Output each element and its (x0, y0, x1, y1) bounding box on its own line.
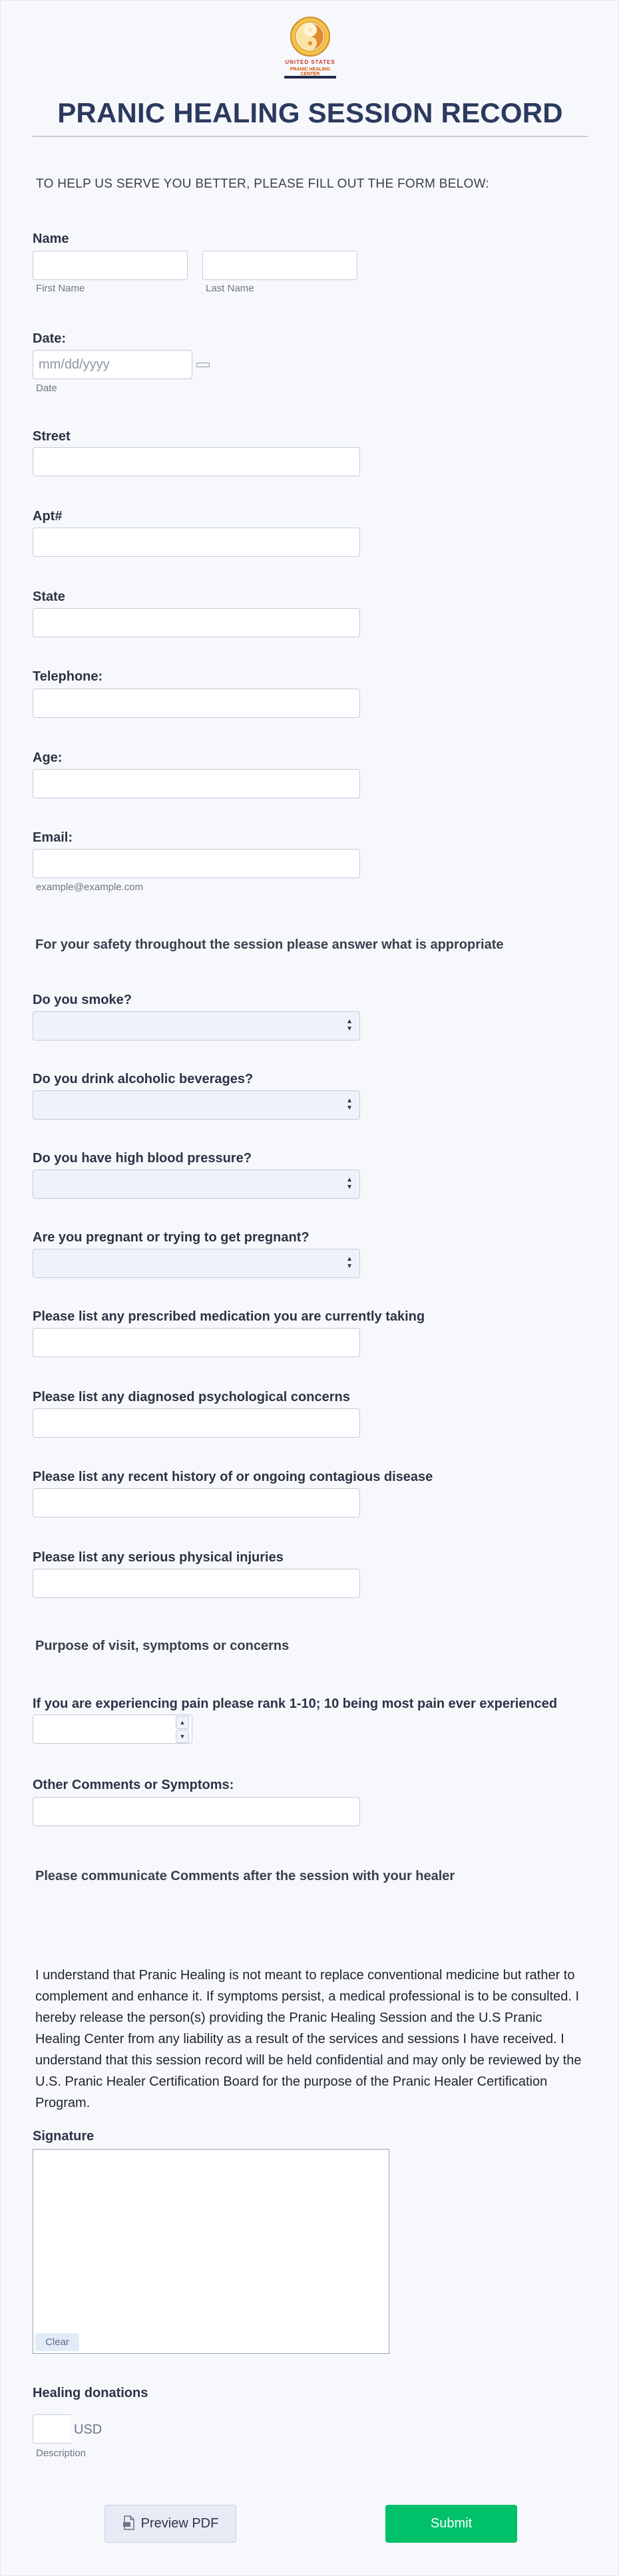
donation-amount-input[interactable] (33, 2414, 71, 2444)
currency-label: USD (74, 2422, 103, 2437)
street-input[interactable] (33, 447, 360, 476)
date-sublabel: Date (36, 383, 57, 394)
blood-pressure-label: Do you have high blood pressure? (33, 1151, 252, 1166)
contagious-label: Please list any recent history of or ongoing contagious disease (33, 1470, 433, 1484)
age-label: Age: (33, 750, 63, 765)
injuries-input[interactable] (33, 1569, 360, 1598)
title-divider (33, 136, 588, 137)
purpose-heading: Purpose of visit, symptoms or concerns (35, 1639, 290, 1653)
date-placeholder: mm/dd/yyyy (39, 357, 110, 372)
signature-label: Signature (33, 2129, 95, 2144)
preview-pdf-label: Preview PDF (140, 2516, 219, 2531)
email-input[interactable] (33, 849, 360, 878)
psych-label: Please list any diagnosed psychological concerns (33, 1390, 350, 1404)
clear-signature-button[interactable]: Clear (35, 2333, 79, 2351)
last-name-sublabel: Last Name (206, 283, 254, 294)
telephone-input[interactable] (33, 689, 360, 718)
drink-select[interactable] (33, 1090, 360, 1120)
select-arrows-icon: ▲ ▼ (346, 1018, 353, 1033)
apt-label: Apt# (33, 509, 63, 524)
telephone-label: Telephone: (33, 669, 103, 684)
logo-line2: PRANIC HEALING CENTER (290, 67, 331, 77)
last-name-input[interactable] (202, 251, 357, 280)
first-name-sublabel: First Name (36, 283, 85, 294)
calendar-icon[interactable] (196, 363, 210, 367)
center-logo (280, 15, 340, 80)
pregnant-select[interactable] (33, 1249, 360, 1278)
page-title: PRANIC HEALING SESSION RECORD (57, 97, 563, 128)
street-label: Street (33, 429, 71, 444)
age-input[interactable] (33, 769, 360, 798)
comments-input[interactable] (33, 1797, 360, 1826)
submit-button[interactable]: Submit (385, 2505, 517, 2543)
donation-sublabel: Description (36, 2448, 87, 2459)
pain-label: If you are experiencing pain please rank 1-10; 10 being most pain ever experienced (33, 1696, 558, 1711)
name-label: Name (33, 232, 69, 246)
drink-label: Do you drink alcoholic beverages? (33, 1072, 254, 1086)
logo-line1: UNITED STATES (285, 59, 335, 65)
smoke-select[interactable] (33, 1011, 360, 1041)
comments-label: Other Comments or Symptoms: (33, 1778, 234, 1792)
blood-pressure-select[interactable] (33, 1170, 360, 1199)
select-arrows-icon: ▲ ▼ (346, 1097, 353, 1112)
state-input[interactable] (33, 608, 360, 637)
first-name-input[interactable] (33, 251, 188, 280)
preview-pdf-button[interactable] (104, 2505, 236, 2543)
state-label: State (33, 589, 65, 604)
medication-label: Please list any prescribed medication you are currently taking (33, 1309, 425, 1324)
email-sublabel: example@example.com (36, 882, 144, 893)
signature-pad[interactable] (33, 2149, 389, 2354)
pain-rank-input[interactable] (33, 1714, 192, 1744)
safety-heading: For your safety throughout the session please answer what is appropriate (35, 937, 504, 952)
smoke-label: Do you smoke? (33, 993, 132, 1007)
select-arrows-icon: ▲ ▼ (346, 1255, 353, 1270)
pain-decrement-icon[interactable]: ▼ (176, 1730, 189, 1743)
injuries-label: Please list any serious physical injuries (33, 1550, 284, 1565)
date-input[interactable] (33, 350, 192, 379)
apt-input[interactable] (33, 528, 360, 557)
after-session-heading: Please communicate Comments after the session with your healer (35, 1869, 455, 1883)
psych-input[interactable] (33, 1408, 360, 1438)
intro-text: TO HELP US SERVE YOU BETTER, PLEASE FILL OUT THE FORM BELOW: (36, 177, 490, 191)
select-arrows-icon: ▲ ▼ (346, 1176, 353, 1191)
disclaimer-text: I understand that Pranic Healing is not meant to replace conventional medicine but rather to complement and enhance it. If symptoms persist, a medical professional is to be consulted. I hereby release the person(s) providing the Pranic Healing Session and the U.S Pranic Healing Center from any liability as a result of the services and sessions I have received. I understand that this session record will be held confidential and may only be reviewed by the U.S. Pranic Healer Certification Board for the purpose of the Pranic Healer Certification Program. (35, 1968, 582, 2110)
email-label: Email: (33, 830, 73, 845)
contagious-input[interactable] (33, 1488, 360, 1518)
donations-label: Healing donations (33, 2386, 148, 2400)
pregnant-label: Are you pregnant or trying to get pregnant? (33, 1230, 310, 1245)
date-label: Date: (33, 331, 67, 346)
pain-increment-icon[interactable]: ▲ (176, 1716, 189, 1729)
pdf-file-icon (122, 2515, 136, 2530)
medication-input[interactable] (33, 1328, 360, 1357)
